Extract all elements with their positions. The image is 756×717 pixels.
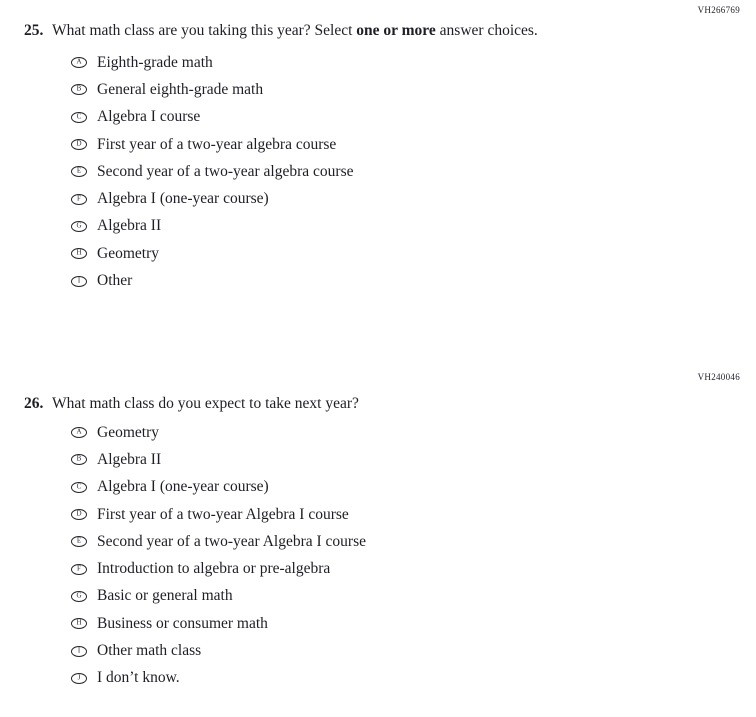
answer-bubble-icon[interactable] bbox=[71, 248, 87, 259]
question-prompt bbox=[52, 21, 538, 40]
bubble-letter: A bbox=[76, 57, 82, 66]
answer-option-label: Other bbox=[97, 272, 133, 290]
question-accession-code: VH266769 bbox=[697, 5, 740, 15]
answer-bubble-icon[interactable] bbox=[71, 536, 87, 547]
bubble-letter: C bbox=[76, 482, 82, 491]
answer-bubble-icon[interactable] bbox=[71, 112, 87, 123]
answer-option[interactable] bbox=[71, 555, 366, 582]
bubble-letter: A bbox=[76, 427, 82, 436]
bubble-letter: I bbox=[77, 646, 81, 655]
answer-bubble-icon[interactable] bbox=[71, 221, 87, 232]
prompt-text: answer choices. bbox=[435, 22, 538, 39]
question-number: 26. bbox=[24, 395, 44, 412]
answer-option-label: Algebra I course bbox=[97, 108, 201, 126]
question-accession-code: VH240046 bbox=[697, 372, 740, 382]
answer-option-label: First year of a two-year algebra course bbox=[97, 135, 337, 153]
question-header bbox=[24, 394, 359, 413]
answer-bubble-icon[interactable] bbox=[71, 84, 87, 95]
answer-option-label: Algebra I (one-year course) bbox=[97, 190, 269, 208]
answer-bubble-icon[interactable] bbox=[71, 646, 87, 657]
answer-bubble-icon[interactable] bbox=[71, 673, 87, 684]
bubble-letter: G bbox=[76, 591, 82, 600]
answer-option-label: First year of a two-year Algebra I course bbox=[97, 505, 349, 523]
answer-option-label: Algebra II bbox=[97, 217, 162, 235]
answer-option-label: Introduction to algebra or pre-algebra bbox=[97, 560, 331, 578]
question-header bbox=[24, 21, 538, 40]
answer-option-label: I don’t know. bbox=[97, 669, 180, 687]
answer-option[interactable] bbox=[71, 665, 366, 692]
answer-option[interactable] bbox=[71, 267, 353, 294]
answer-bubble-icon[interactable] bbox=[71, 482, 87, 493]
answer-option[interactable] bbox=[71, 583, 366, 610]
answer-option-label: Eighth-grade math bbox=[97, 53, 213, 71]
answer-option[interactable] bbox=[71, 474, 366, 501]
prompt-text: What math class do you expect to take next year? bbox=[52, 395, 359, 412]
answer-option-label: Basic or general math bbox=[97, 587, 233, 605]
answer-bubble-icon[interactable] bbox=[71, 591, 87, 602]
answer-options-list bbox=[71, 419, 366, 692]
answer-option-label: Geometry bbox=[97, 423, 159, 441]
answer-option-label: Business or consumer math bbox=[97, 614, 268, 632]
answer-bubble-icon[interactable] bbox=[71, 618, 87, 629]
answer-option-label: Other math class bbox=[97, 642, 202, 660]
answer-option[interactable] bbox=[71, 104, 353, 131]
answer-option[interactable] bbox=[71, 419, 366, 446]
bubble-letter: B bbox=[76, 454, 82, 463]
answer-option[interactable] bbox=[71, 240, 353, 267]
prompt-text: What math class are you taking this year? Select bbox=[52, 22, 357, 39]
answer-option-label: Algebra II bbox=[97, 450, 162, 468]
bubble-letter: E bbox=[76, 166, 82, 175]
question-prompt bbox=[52, 394, 359, 413]
answer-option[interactable] bbox=[71, 158, 353, 185]
answer-bubble-icon[interactable] bbox=[71, 166, 87, 177]
answer-bubble-icon[interactable] bbox=[71, 454, 87, 465]
answer-option[interactable] bbox=[71, 49, 353, 76]
answer-option-label: Second year of a two-year Algebra I course bbox=[97, 532, 366, 550]
bubble-letter: F bbox=[77, 194, 81, 203]
answer-bubble-icon[interactable] bbox=[71, 194, 87, 205]
answer-options-list bbox=[71, 49, 353, 295]
answer-bubble-icon[interactable] bbox=[71, 509, 87, 520]
answer-bubble-icon[interactable] bbox=[71, 564, 87, 575]
bubble-letter: E bbox=[76, 536, 82, 545]
answer-option[interactable] bbox=[71, 637, 366, 664]
answer-option[interactable] bbox=[71, 213, 353, 240]
answer-bubble-icon[interactable] bbox=[71, 276, 87, 287]
bubble-letter: D bbox=[76, 139, 82, 148]
bubble-letter: B bbox=[76, 84, 82, 93]
bubble-letter: D bbox=[76, 509, 82, 518]
answer-option[interactable] bbox=[71, 185, 353, 212]
answer-bubble-icon[interactable] bbox=[71, 139, 87, 150]
answer-option[interactable] bbox=[71, 610, 366, 637]
answer-option[interactable] bbox=[71, 131, 353, 158]
bubble-letter: F bbox=[77, 564, 81, 573]
bubble-letter: J bbox=[77, 673, 81, 682]
answer-option[interactable] bbox=[71, 501, 366, 528]
answer-option[interactable] bbox=[71, 446, 366, 473]
bubble-letter: H bbox=[76, 248, 82, 257]
bubble-letter: C bbox=[76, 112, 82, 121]
bubble-letter: I bbox=[77, 276, 81, 285]
answer-option-label: General eighth-grade math bbox=[97, 80, 264, 98]
answer-option-label: Algebra I (one-year course) bbox=[97, 478, 269, 496]
prompt-bold-text: one or more bbox=[356, 22, 436, 39]
answer-option-label: Geometry bbox=[97, 244, 159, 262]
answer-bubble-icon[interactable] bbox=[71, 57, 87, 68]
answer-option[interactable] bbox=[71, 76, 353, 103]
answer-bubble-icon[interactable] bbox=[71, 427, 87, 438]
answer-option[interactable] bbox=[71, 528, 366, 555]
bubble-letter: H bbox=[76, 618, 82, 627]
answer-option-label: Second year of a two-year algebra course bbox=[97, 162, 354, 180]
bubble-letter: G bbox=[76, 221, 82, 230]
question-number: 25. bbox=[24, 22, 44, 39]
